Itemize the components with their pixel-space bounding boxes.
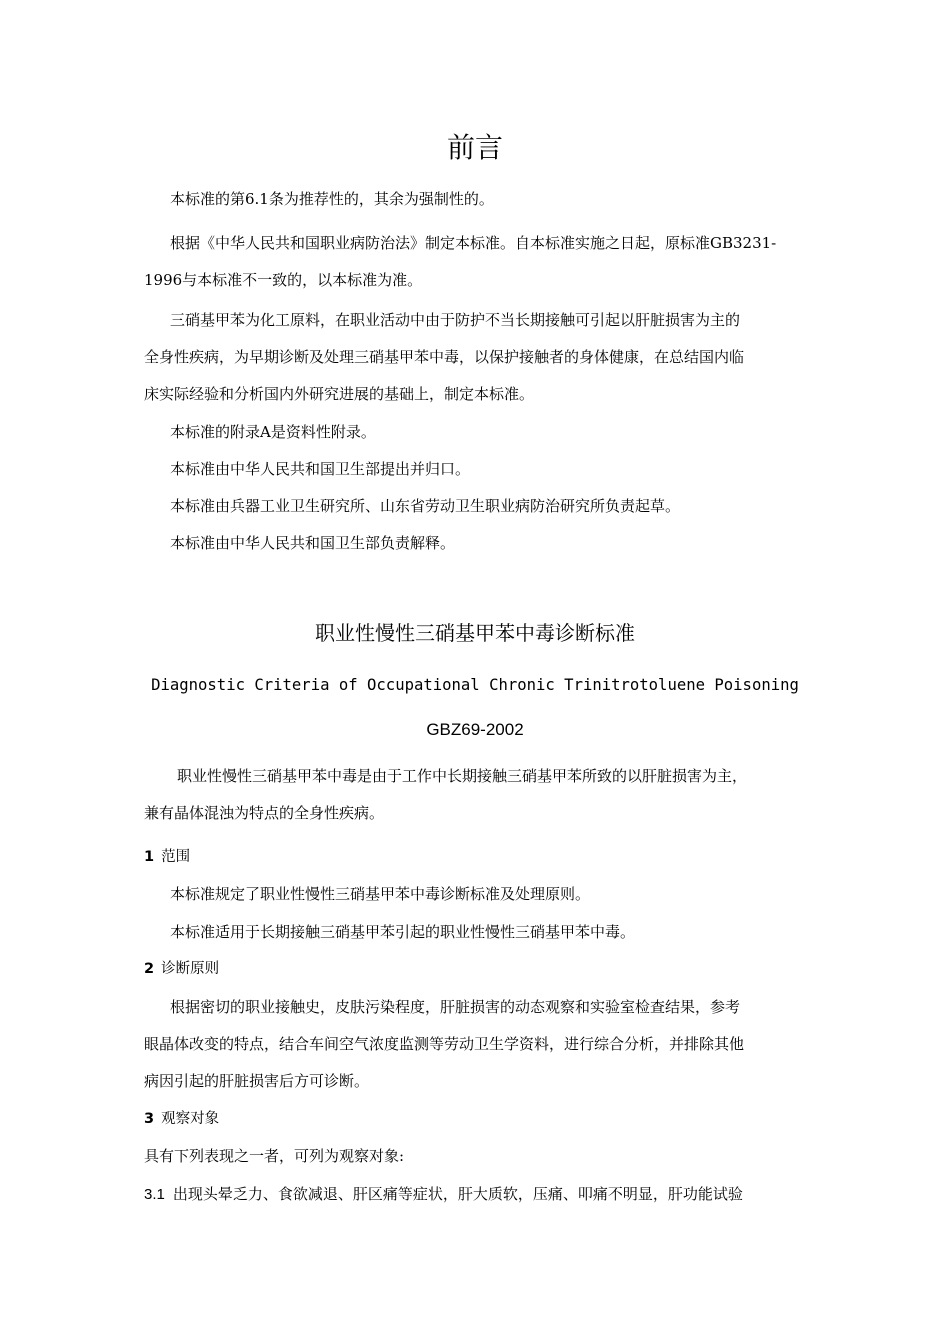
section-1-title: 范围: [161, 849, 191, 865]
section-1-line-1: 本标准规定了职业性慢性三硝基甲苯中毒诊断标准及处理原则。: [170, 885, 591, 903]
section-1-heading: [144, 846, 190, 868]
section-2-title: 诊断原则: [161, 961, 220, 977]
preface-line-4: 三硝基甲苯为化工原料，在职业活动中由于防护不当长期接触可引起以肝脏损害为主的: [170, 311, 741, 329]
section-2-line-1: 根据密切的职业接触史，皮肤污染程度，肝脏损害的动态观察和实验室检查结果，参考: [170, 998, 741, 1016]
standard-title-cn: 职业性慢性三硝基甲苯中毒诊断标准: [315, 621, 635, 645]
section-3-item-3-1: [144, 1183, 743, 1206]
preface-line-9: 本标准由兵器工业卫生研究所、山东省劳动卫生职业病防治研究所负责起草。: [170, 497, 681, 515]
preface-line-3: 1996与本标准不一致的，以本标准为准。: [144, 271, 423, 289]
section-2-line-2: 眼晶体改变的特点，结合车间空气浓度监测等劳动卫生学资料，进行综合分析，并排除其他: [144, 1035, 745, 1053]
preface-line-7: 本标准的附录A是资料性附录。: [170, 423, 376, 441]
section-2-line-3: 病因引起的肝脏损害后方可诊断。: [144, 1072, 370, 1090]
standard-code: GBZ69-2002: [426, 720, 524, 739]
section-3-heading: [144, 1108, 219, 1130]
section-1-line-2: 本标准适用于长期接触三硝基甲苯引起的职业性慢性三硝基甲苯中毒。: [170, 923, 636, 941]
preface-title: 前言: [446, 131, 503, 164]
preface-line-1: 本标准的第6.1条为推荐性的，其余为强制性的。: [170, 190, 494, 208]
section-2-heading: [144, 958, 219, 980]
section-2-number: 2: [144, 961, 155, 977]
section-3-number: 3: [144, 1111, 155, 1127]
standard-title-en: Diagnostic Criteria of Occupational Chronic Trinitrotoluene Poisoning: [151, 676, 799, 694]
intro-line-2: 兼有晶体混浊为特点的全身性疾病。: [144, 804, 385, 822]
section-3-title: 观察对象: [161, 1111, 220, 1127]
item-3-1-text: 出现头晕乏力、食欲减退、肝区痛等症状，肝大质软，压痛、叩痛不明显，肝功能试验: [172, 1185, 743, 1203]
preface-line-8: 本标准由中华人民共和国卫生部提出并归口。: [170, 460, 471, 478]
preface-line-6: 床实际经验和分析国内外研究进展的基础上，制定本标准。: [144, 385, 535, 403]
preface-line-10: 本标准由中华人民共和国卫生部负责解释。: [170, 534, 456, 552]
intro-line-1: 职业性慢性三硝基甲苯中毒是由于工作中长期接触三硝基甲苯所致的以肝脏损害为主，: [177, 767, 748, 785]
section-3-line-1: 具有下列表现之一者，可列为观察对象:: [144, 1147, 405, 1165]
item-3-1-number: 3.1: [144, 1186, 165, 1203]
preface-line-2: 根据《中华人民共和国职业病防治法》制定本标准。自本标准实施之日起，原标准GB3231-: [170, 234, 777, 252]
section-1-number: 1: [144, 849, 155, 865]
preface-line-5: 全身性疾病，为早期诊断及处理三硝基甲苯中毒，以保护接触者的身体健康，在总结国内临: [144, 348, 745, 366]
